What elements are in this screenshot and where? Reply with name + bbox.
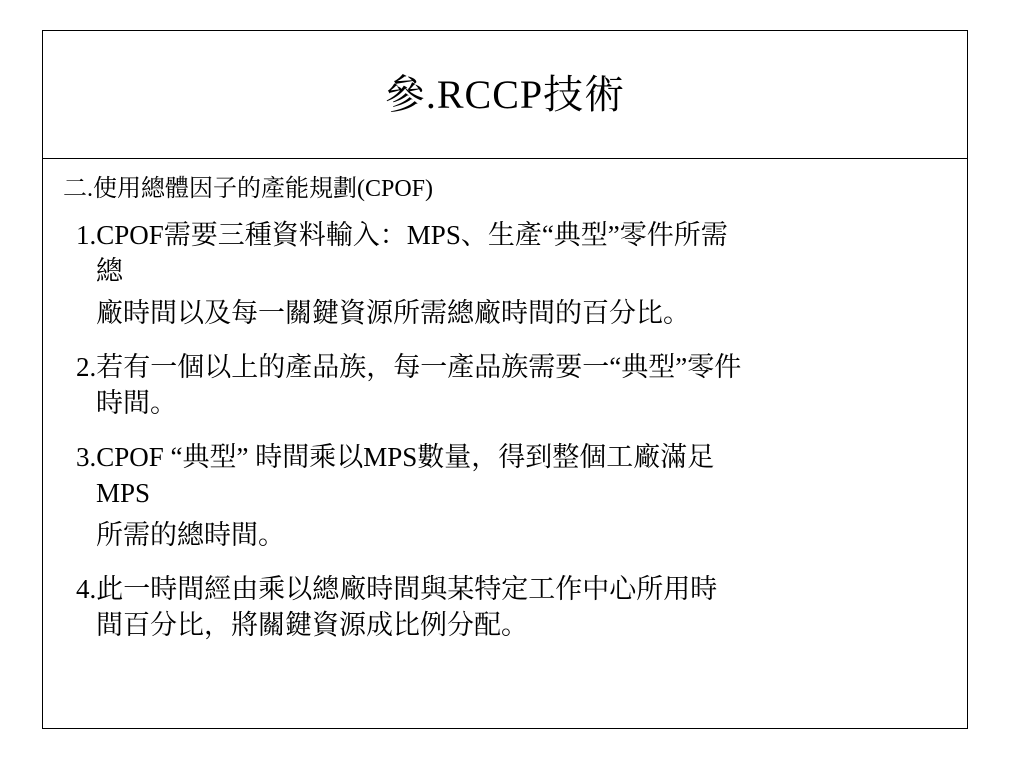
section-heading: 二.使用總體因子的產能規劃(CPOF) xyxy=(63,176,434,202)
slide-title: 參.RCCP技術 xyxy=(384,71,626,117)
bullet-point-2-line-1: 2.若有一個以上的產品族，每一產品族需要一“典型”零件 xyxy=(76,352,742,382)
slide-frame xyxy=(42,30,968,729)
bullet-point-1 xyxy=(76,217,728,331)
bullet-point-3-line-3: 所需的總時間。 xyxy=(96,520,285,550)
bullet-point-3-line-2: MPS xyxy=(96,478,151,508)
bullet-point-3 xyxy=(76,439,714,553)
title-box xyxy=(43,31,967,159)
bullet-point-2-line-2: 時間。 xyxy=(96,388,177,418)
bullet-point-2 xyxy=(76,349,741,421)
bullet-point-3-line-1: 3.CPOF “典型” 時間乘以MPS數量，得到整個工廠滿足 xyxy=(76,442,715,472)
bullet-point-1-line-1: 1.CPOF需要三種資料輸入：MPS、生產“典型”零件所需 xyxy=(76,220,728,250)
bullet-point-1-line-3: 廠時間以及每一關鍵資源所需總廠時間的百分比。 xyxy=(96,298,690,328)
slide-body xyxy=(43,159,967,728)
bullet-point-4-line-2: 間百分比，將關鍵資源成比例分配。 xyxy=(96,610,528,640)
bullet-point-4-line-1: 4.此一時間經由乘以總廠時間與某特定工作中心所用時 xyxy=(76,574,718,604)
bullet-point-4 xyxy=(76,571,717,643)
bullet-point-1-line-2: 總 xyxy=(96,256,123,286)
